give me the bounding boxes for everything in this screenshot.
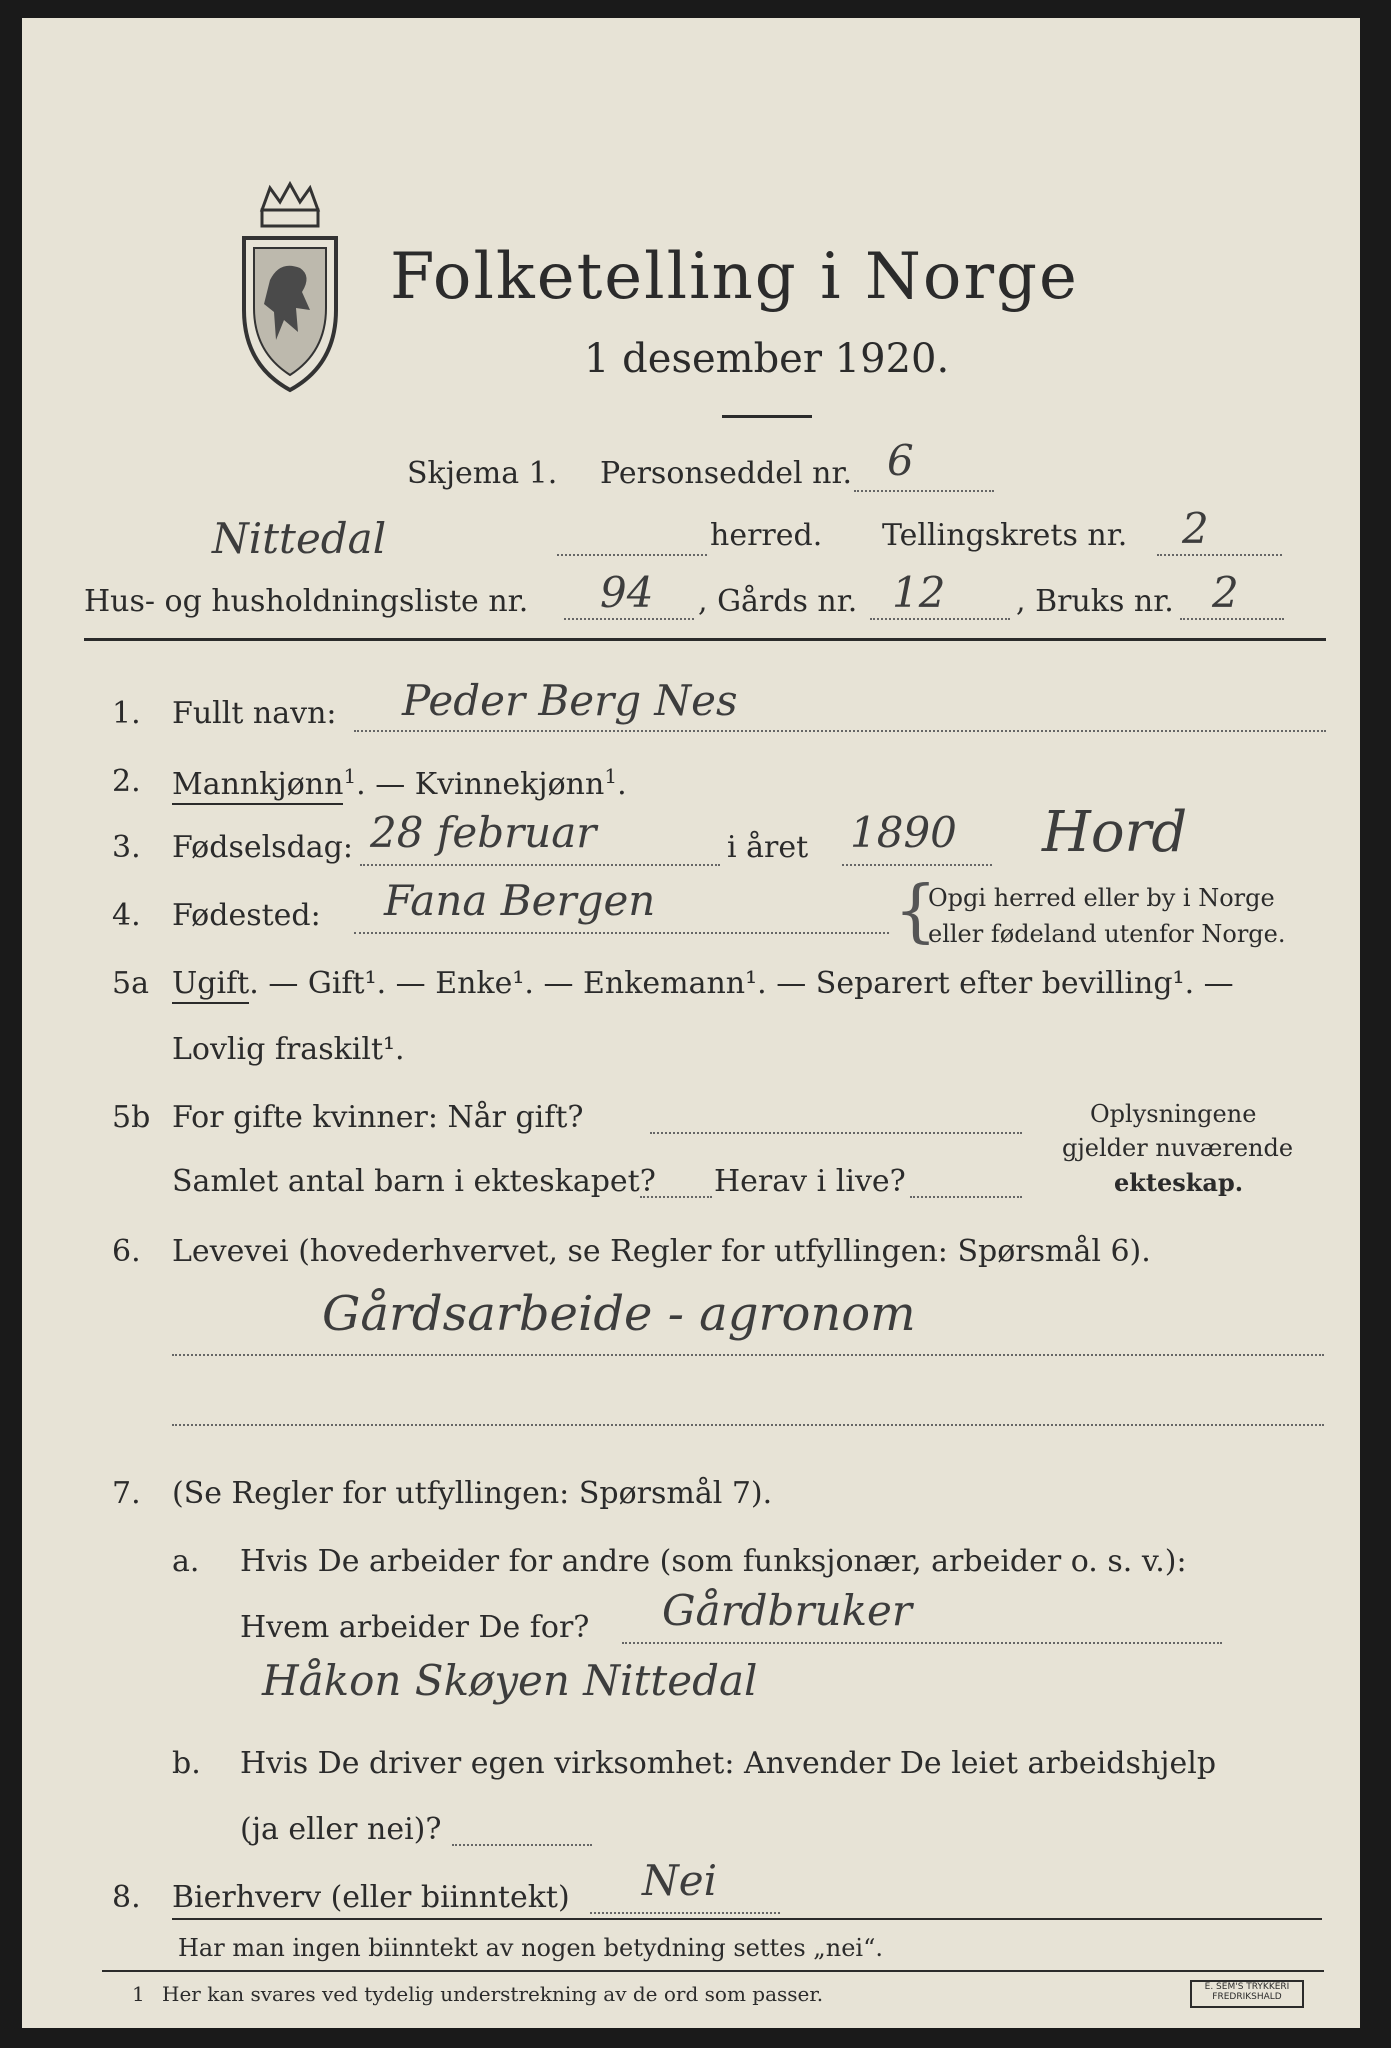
q5b-children-label: Samlet antal barn i ekteskapet?: [172, 1164, 656, 1199]
footnote-divider: [102, 1970, 1324, 1972]
q6-number: 6.: [112, 1234, 141, 1269]
gender-female-option[interactable]: Kvinnekjønn: [414, 767, 605, 802]
bruks-value[interactable]: 2: [1212, 568, 1239, 617]
q8-number: 8.: [112, 1880, 141, 1915]
q2-number: 2.: [112, 764, 141, 799]
form-title: Folketelling i Norge: [390, 240, 1079, 314]
q1-number: 1.: [112, 696, 141, 731]
birth-year-value[interactable]: 1890: [850, 808, 957, 857]
tellingskrets-label: Tellingskrets nr.: [882, 518, 1128, 553]
census-date: 1 desember 1920.: [584, 336, 950, 382]
title-divider: [722, 415, 812, 418]
q5b-note-2: gjelder nuværende: [1062, 1134, 1294, 1162]
q5a-number: 5a: [112, 966, 149, 1001]
skjema-label: Skjema 1.: [407, 456, 558, 491]
personseddel-label: Personseddel nr.: [600, 456, 853, 491]
hus-label: Hus- og husholdningsliste nr.: [84, 584, 529, 619]
herred-label: herred.: [710, 518, 823, 553]
herred-value[interactable]: Nittedal: [212, 514, 387, 563]
q4-number: 4.: [112, 898, 141, 933]
norwegian-lion-crest-icon: [240, 180, 340, 395]
q7-number: 7.: [112, 1476, 141, 1511]
tellingskrets-value[interactable]: 2: [1182, 504, 1209, 553]
marital-ugift-option[interactable]: Ugift: [172, 966, 249, 1004]
year-label: i året: [727, 830, 809, 865]
hus-value[interactable]: 94: [600, 568, 654, 617]
gender-male-option[interactable]: Mannkjønn: [172, 767, 343, 805]
employer-value-line2[interactable]: Håkon Skøyen Nittedal: [262, 1656, 758, 1705]
footer-note: Har man ingen biinntekt av nogen betydning settes „nei“.: [178, 1934, 883, 1962]
census-form-sheet: Folketelling i Norge 1 desember 1920. Skjema 1. Personseddel nr. 6 Nittedal herred. Tellingskrets nr. 2 Hus- og husholdningsliste nr. 94 , Gårds nr. 12 , Bruks nr. 2 1. Fullt navn: Peder Berg Nes 2. Mannkjønn$^1$. — Kvinnekjønn$^1$. 3. Fødselsdag: 28 februar i året 1890 Hord 4. Fødested: Fana Bergen { Opgi herred eller by i Norge eller fødeland utenfor Norge. 5a Ugift. — Gift¹. — Enke¹. — Enkemann¹. — Separert efter bevilling¹. — Lovlig fraskilt¹. 5b For gifte kvinner: Når gift? Samlet antal barn i ekteskapet? Herav i live? Oplysningene gjelder nuværende ekteskap. 6. Levevei (hovederhvervet, se Regler for utfyllingen: Spørsmål 6). Gårdsarbeide - agronom 7. (Se Regler for utfyllingen: Spørsmål 7). a. Hvis De arbeider for andre (som funksjonær, arbeider o. s. v.): Hvem arbeider De for? Gårdbruker Håkon Skøyen Nittedal b. Hvis De driver egen virksomhet: Anvender De leiet arbeidshjelp (ja eller nei)? 8. Bierhverv (eller biinntekt) Nei Har man ingen biinntekt av nogen betydning settes „nei“. 1 Her kan svares ved tydelig understrekning av de ord som passer. E. SEM'S TRYKKERI FREDRIKSHALD: [22, 18, 1360, 2028]
q7-label: (Se Regler for utfyllingen: Spørsmål 7).: [172, 1476, 773, 1511]
birth-extra-value[interactable]: Hord: [1042, 800, 1188, 865]
header-divider: [84, 638, 1326, 641]
printer-stamp: E. SEM'S TRYKKERI FREDRIKSHALD: [1190, 1980, 1304, 2008]
q7b-text: Hvis De driver egen virksomhet: Anvender De leiet arbeidshjelp: [240, 1746, 1217, 1781]
side-income-value[interactable]: Nei: [642, 1856, 718, 1905]
q1-label: Fullt navn:: [172, 696, 337, 731]
q5b-married-label: For gifte kvinner: Når gift?: [172, 1100, 584, 1135]
bruks-label: , Bruks nr.: [1016, 584, 1174, 619]
q5b-note-3: ekteskap.: [1114, 1168, 1244, 1197]
gards-value[interactable]: 12: [892, 568, 946, 617]
birth-date-value[interactable]: 28 februar: [370, 808, 597, 857]
footnote-text: Her kan svares ved tydelig understrekning av de ord som passer.: [162, 1982, 824, 2006]
birthplace-value[interactable]: Fana Bergen: [384, 876, 656, 925]
q5b-note-1: Oplysningene: [1090, 1100, 1257, 1128]
q7b-letter: b.: [172, 1746, 201, 1781]
employer-value-line1[interactable]: Gårdbruker: [662, 1586, 912, 1635]
q7a-text: Hvis De arbeider for andre (som funksjonær, arbeider o. s. v.):: [240, 1544, 1187, 1579]
gards-label: , Gårds nr.: [698, 584, 858, 619]
q5b-number: 5b: [112, 1100, 151, 1135]
q7b-question: (ja eller nei)?: [240, 1812, 442, 1847]
q3-label: Fødselsdag:: [172, 830, 353, 865]
personseddel-value[interactable]: 6: [887, 436, 914, 485]
q7a-question: Hvem arbeider De for?: [240, 1610, 590, 1645]
q7a-letter: a.: [172, 1544, 200, 1579]
q3-number: 3.: [112, 830, 141, 865]
marital-fraskilt-option[interactable]: Lovlig fraskilt¹.: [172, 1032, 405, 1067]
marital-status-options: Ugift. — Gift¹. — Enke¹. — Enkemann¹. — Separert efter bevilling¹. —: [172, 966, 1234, 1001]
birthplace-note-line1: Opgi herred eller by i Norge: [928, 884, 1275, 912]
gender-options: Mannkjønn$^1$. — Kvinnekjønn$^1$.: [172, 764, 627, 802]
full-name-value[interactable]: Peder Berg Nes: [402, 676, 738, 725]
footer-divider: [172, 1918, 1322, 1920]
q5b-alive-label: Herav i live?: [714, 1164, 906, 1199]
footnote-number: 1: [132, 1982, 145, 2006]
q4-label: Fødested:: [172, 898, 321, 933]
q6-label: Levevei (hovederhvervet, se Regler for utfyllingen: Spørsmål 6).: [172, 1234, 1151, 1269]
q8-label: Bierhverv (eller biinntekt): [172, 1880, 570, 1915]
occupation-value[interactable]: Gårdsarbeide - agronom: [322, 1286, 916, 1342]
birthplace-note-line2: eller fødeland utenfor Norge.: [928, 920, 1286, 948]
